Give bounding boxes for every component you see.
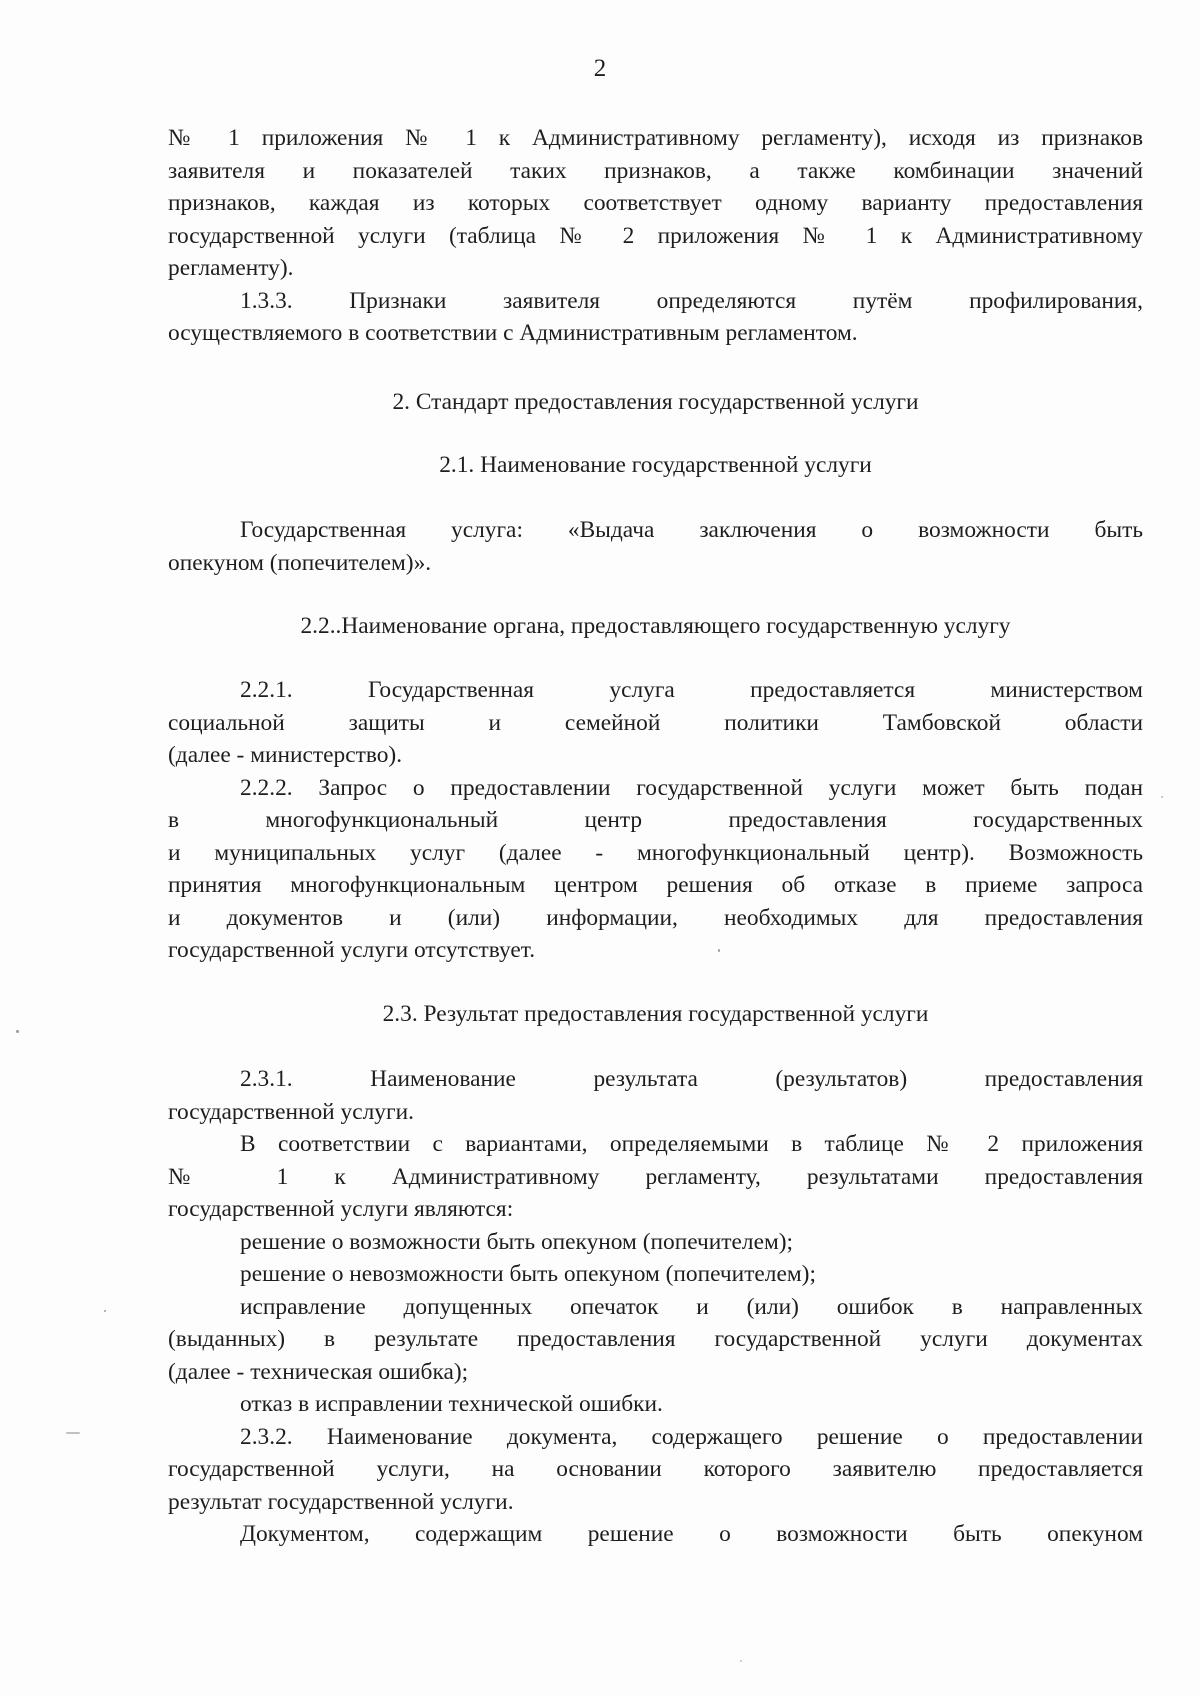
text-line: опекуном (попечителем)». xyxy=(168,549,432,576)
text-line: В соответствии с вариантами, определяемыми в таблице № 2 приложения xyxy=(240,1131,1143,1157)
text-line: социальной защиты и семейной политики Тамбовской области xyxy=(168,709,1143,736)
text-line: государственной услуги, на основании которого заявителю предоставляется xyxy=(168,1456,1143,1482)
text-line: (далее - министерство). xyxy=(168,742,403,768)
text-line: исправление допущенных опечаток и (или) ошибок в направленных xyxy=(240,1293,1143,1320)
text-line: (выданных) в результате предоставления государственной услуги документах xyxy=(168,1326,1143,1352)
text-line: государственной услуги. xyxy=(168,1098,414,1125)
text-line: государственной услуги являются: xyxy=(168,1196,514,1222)
text-line: Документом, содержащим решение о возможности быть опекуном xyxy=(240,1521,1143,1547)
paragraph-block-2 xyxy=(168,514,1143,579)
text-line: принятия многофункциональным центром решения об отказе в приеме запроса xyxy=(168,872,1143,898)
scan-speck xyxy=(1161,796,1163,798)
scan-speck xyxy=(718,949,720,952)
text-line: отказ в исправлении технической ошибки. xyxy=(240,1391,663,1417)
text-line: и документов и (или) информации, необходимых для предоставления xyxy=(168,904,1143,931)
section-heading-2-2: 2.2..Наименование органа, предоставляющего государственную услугу xyxy=(300,613,1011,639)
paragraph-block-3 xyxy=(168,674,1143,967)
text-line: государственной услуги (таблица № 2 приложения № 1 к Административному xyxy=(168,222,1143,249)
section-heading-2-3: 2.3. Результат предоставления государственной услуги xyxy=(382,1001,929,1027)
text-line: Государственная услуга: «Выдача заключения о возможности быть xyxy=(240,517,1143,543)
text-line: (далее - техническая ошибка); xyxy=(168,1358,469,1385)
page-number: 2 xyxy=(593,55,607,82)
scan-speck xyxy=(104,1310,106,1312)
text-line: решение о возможности быть опекуном (попечителем); xyxy=(240,1228,794,1255)
text-line: № 1 к Административному регламенту, результатами предоставления xyxy=(168,1163,1143,1190)
text-line: 2.3.1. Наименование результата (результатов) предоставления xyxy=(240,1066,1143,1092)
text-line: 2.2.1. Государственная услуга предоставляется министерством xyxy=(240,677,1143,703)
text-line: регламенту). xyxy=(168,255,294,281)
section-heading-2-1: 2.1. Наименование государственной услуги xyxy=(439,452,872,478)
text-line: признаков, каждая из которых соответствует одному варианту предоставления xyxy=(168,190,1143,216)
text-line: 2.3.2. Наименование документа, содержащего решение о предоставлении xyxy=(240,1423,1143,1450)
text-line: 1.3.3. Признаки заявителя определяются путём профилирования, xyxy=(240,287,1143,314)
text-line: осуществляемого в соответствии с Административным регламентом. xyxy=(168,320,858,346)
scan-speck xyxy=(66,1432,80,1434)
text-line: решение о невозможности быть опекуном (попечителем); xyxy=(240,1261,816,1287)
text-line: 2.2.2. Запрос о предоставлении государственной услуги может быть подан xyxy=(240,774,1143,801)
text-line: № 1 приложения № 1 к Административному регламенту), исходя из признаков xyxy=(168,125,1143,151)
scan-speck xyxy=(740,1660,742,1662)
scan-speck xyxy=(16,1030,19,1033)
text-line: в многофункциональный центр предоставления государственных xyxy=(168,807,1143,833)
text-line: результат государственной услуги. xyxy=(168,1488,514,1515)
paragraph-block-1 xyxy=(168,122,1143,350)
section-heading-2: 2. Стандарт предоставления государственной услуги xyxy=(392,389,919,415)
paragraph-block-4 xyxy=(168,1063,1143,1551)
text-line: заявителя и показателей таких признаков, а также комбинации значений xyxy=(168,157,1143,184)
text-line: государственной услуги отсутствует. xyxy=(168,937,536,963)
text-line: и муниципальных услуг (далее - многофункциональный центр). Возможность xyxy=(168,839,1143,866)
